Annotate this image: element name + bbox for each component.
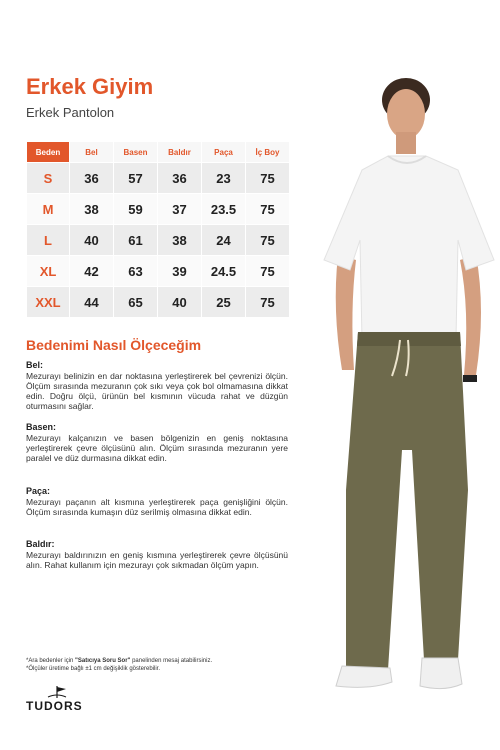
header-basen: Basen bbox=[114, 142, 157, 162]
size-chart-header-row bbox=[27, 142, 289, 162]
table-cell: 65 bbox=[114, 287, 157, 317]
guide-section-baldir bbox=[26, 539, 288, 570]
footnotes bbox=[26, 657, 212, 673]
table-cell: 57 bbox=[114, 163, 157, 193]
table-cell: 40 bbox=[70, 225, 113, 255]
guide-section-paca bbox=[26, 486, 288, 517]
guide-section-basen bbox=[26, 422, 288, 463]
measure-guide-title: Bedenimi Nasıl Ölçeceğim bbox=[26, 337, 202, 353]
table-cell: 42 bbox=[70, 256, 113, 286]
table-cell: 36 bbox=[158, 163, 201, 193]
size-cell: S bbox=[27, 163, 69, 193]
header-beden: Beden bbox=[27, 142, 69, 162]
size-cell: M bbox=[27, 194, 69, 224]
section-heading: Bel: bbox=[26, 360, 44, 370]
table-row bbox=[27, 225, 289, 255]
section-heading: Basen: bbox=[26, 422, 57, 432]
table-cell: 37 bbox=[158, 194, 201, 224]
guide-section-bel bbox=[26, 360, 288, 411]
table-cell: 75 bbox=[246, 194, 289, 224]
section-text: Mezurayı belinizin en dar noktasına yerleştirerek bel çevrenizi ölçün. Ölçüm sırasında mezuranın çok sıkı veya çok bol olmamasına dikkat edin. Doğru ölçü, ürünün bel kısmının vücuda rahat ve düzgün oturmasını sağlar. bbox=[26, 371, 288, 411]
table-cell: 59 bbox=[114, 194, 157, 224]
table-cell: 44 bbox=[70, 287, 113, 317]
section-heading: Paça: bbox=[26, 486, 51, 496]
table-row bbox=[27, 256, 289, 286]
brand-logo bbox=[26, 685, 106, 715]
table-cell: 24.5 bbox=[202, 256, 245, 286]
footnote-highlight: "Satıcıya Soru Sor" bbox=[75, 658, 131, 664]
table-cell: 40 bbox=[158, 287, 201, 317]
table-row bbox=[27, 287, 289, 317]
table-cell: 75 bbox=[246, 287, 289, 317]
brand-name: TUDORS bbox=[26, 699, 83, 713]
table-cell: 24 bbox=[202, 225, 245, 255]
header-ic-boy: İç Boy bbox=[246, 142, 289, 162]
size-cell: L bbox=[27, 225, 69, 255]
table-row bbox=[27, 163, 289, 193]
header-baldir: Baldır bbox=[158, 142, 201, 162]
table-cell: 75 bbox=[246, 225, 289, 255]
footnote-text: panelinden mesaj atabilirsiniz. bbox=[130, 658, 213, 664]
table-cell: 38 bbox=[158, 225, 201, 255]
table-cell: 75 bbox=[246, 163, 289, 193]
table-cell: 23.5 bbox=[202, 194, 245, 224]
size-chart-table bbox=[26, 141, 290, 318]
table-cell: 23 bbox=[202, 163, 245, 193]
section-text: Mezurayı paçanın alt kısmına yerleştirerek paça genişliğini ölçün. Ölçüm sırasında kumaşın düz serilmiş olmasına dikkat edin. bbox=[26, 497, 288, 517]
section-text: Mezurayı baldırınızın en geniş kısmına yerleştirerek çevre ölçüsünü alın. Rahat kullanım için mezurayı çok sıkmadan ölçüm yapın. bbox=[26, 550, 288, 570]
model-photo bbox=[280, 70, 500, 700]
size-cell: XXL bbox=[27, 287, 69, 317]
section-heading: Baldır: bbox=[26, 539, 55, 549]
footnote-text: *Ara bedenler için bbox=[26, 658, 76, 664]
section-text: Mezurayı kalçanızın ve basen bölgenizin en geniş noktasına yerleştirerek çevre ölçüsünü alın. Ölçüm sırasında mezuranın yere paralel ve düz durmasına dikkat edin. bbox=[26, 433, 288, 463]
header-paca: Paça bbox=[202, 142, 245, 162]
footnote-2: *Ölçüler üretime bağlı ±1 cm değişiklik gösterebilir. bbox=[26, 666, 161, 672]
footnote-1 bbox=[26, 657, 212, 665]
header-bel: Bel bbox=[70, 142, 113, 162]
size-cell: XL bbox=[27, 256, 69, 286]
table-cell: 25 bbox=[202, 287, 245, 317]
table-row bbox=[27, 194, 289, 224]
flag-icon bbox=[42, 685, 72, 699]
page-title: Erkek Giyim bbox=[26, 74, 154, 99]
table-cell: 39 bbox=[158, 256, 201, 286]
table-cell: 63 bbox=[114, 256, 157, 286]
table-cell: 61 bbox=[114, 225, 157, 255]
page-subtitle: Erkek Pantolon bbox=[26, 105, 115, 120]
table-cell: 75 bbox=[246, 256, 289, 286]
table-cell: 38 bbox=[70, 194, 113, 224]
table-cell: 36 bbox=[70, 163, 113, 193]
